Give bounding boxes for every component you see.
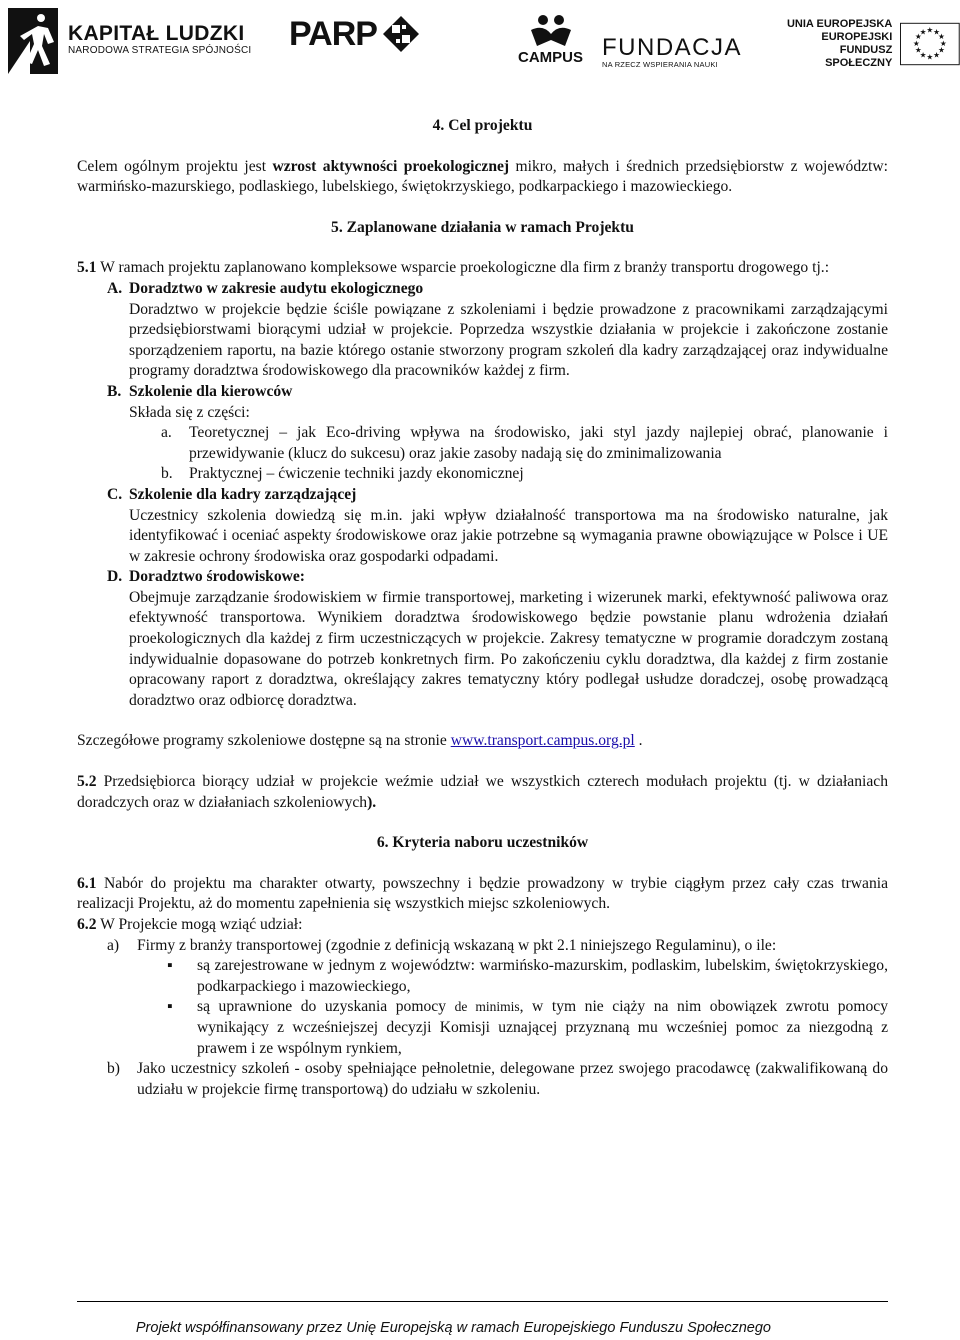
- section-6-heading: 6. Kryteria naboru uczestników: [376, 834, 589, 852]
- item-b-a: [161, 423, 888, 464]
- item-b-a-text: Teoretycznej – jak Eco-driving wpływa na środowisko, jaki styl jazdy najlepiej obrać, planowanie i przewidywanie (klucz do sukcesu) oraz jakie zasoby nadają się do zminimalizowania: [189, 424, 888, 462]
- footer-text: Projekt współfinansowany przez Unię Europejską w ramach Europejskiego Funduszu Społecznego: [135, 1320, 771, 1336]
- criteria-a-label: a): [107, 936, 120, 954]
- criteria-b: [107, 1059, 888, 1100]
- item-a: [107, 279, 888, 382]
- item-c-label: C.: [107, 485, 123, 503]
- criteria-b-label: b): [107, 1060, 120, 1078]
- item-d-title: Doradztwo środowiskowe:: [129, 568, 306, 586]
- item-a-title: Doradztwo w zakresie audytu ekologicznego: [129, 279, 424, 297]
- svg-text:★: ★: [913, 38, 921, 48]
- item-a-label: A.: [107, 279, 123, 297]
- square-bullet-icon: ▪: [167, 957, 173, 975]
- svg-text:★: ★: [938, 32, 946, 42]
- kapital-ludzki-logo: [8, 4, 251, 76]
- item-b-title: Szkolenie dla kierowców: [129, 382, 293, 400]
- kapital-ludzki-emblem-icon: [8, 4, 58, 76]
- item-b: [107, 382, 888, 485]
- parp-emblem-icon: [383, 16, 419, 52]
- section-6-2-paragraph: 6.2 W Projekcie mogą wziąć udział:: [77, 916, 303, 933]
- svg-text:★: ★: [915, 45, 923, 55]
- campus-title: CAMPUS: [518, 49, 584, 66]
- fundacja-logo: [602, 36, 742, 69]
- ue-efs-logo: [774, 18, 960, 70]
- ue-line3: FUNDUSZ SPOŁECZNY: [825, 44, 893, 69]
- kapital-ludzki-subtitle: NARODOWA STRATEGIA SPÓJNOŚCI: [68, 45, 252, 56]
- section-4-paragraph: Celem ogólnym projektu jest wzrost aktywności proekologicznej mikro, małych i średnich przedsiębiorstw z województw: warmińsko-mazurskiego, podlaskiego, lubelskiego, świętokrzyskiego, podkarpackiego i mazowieckiego.: [77, 157, 888, 196]
- svg-text:★: ★: [933, 27, 941, 37]
- footer-divider: [77, 1301, 888, 1302]
- campus-emblem-icon: [521, 14, 581, 48]
- parp-logo: [289, 16, 419, 52]
- svg-text:★: ★: [938, 45, 946, 55]
- section-5-2-paragraph: 5.2 Przedsiębiorca biorący udział w projekcie weźmie udział we wszystkich czterech modułach projektu (tj. w działaniach doradczych oraz w działaniach szkoleniowych).: [77, 773, 888, 811]
- criteria-bullet-2-text: są uprawnione do uzyskania pomocy de minimis, w tym nie ciąży na nim obowiązek zwrotu pomocy wynikający z wcześniejszej decyzji Komisji uznającej przyznaną mu wcześniej pomoc za niezgodną z prawem i ze wspólnym rynkiem,: [197, 998, 889, 1057]
- svg-text:★: ★: [919, 27, 927, 37]
- criteria-b-text: Jako uczestnicy szkoleń - osoby spełniające pełnoletnie, delegowane przez swojego pracodawcę (zakwalifikowaną do udziału w projekcie firmę transportową) do udziału w szkoleniu.: [137, 1060, 888, 1098]
- item-b-b: [161, 464, 888, 485]
- eu-flag-icon: [900, 22, 960, 66]
- document-body: [77, 116, 888, 1100]
- svg-text:★: ★: [919, 50, 927, 60]
- criteria-a: [107, 936, 888, 1060]
- item-b-b-label: b.: [161, 465, 173, 483]
- logo-bar: [0, 0, 960, 90]
- criteria-bullet-1-text: są zarejestrowane w jednym z województw: warmińsko-mazurskim, podlaskim, lubelskim, świętokrzyskiego, podkarpackiego i mazowieckiego,: [197, 957, 888, 995]
- item-d-label: D.: [107, 568, 123, 586]
- fundacja-subtitle: NA RZECZ WSPIERANIA NAUKI: [602, 60, 718, 69]
- criteria-bullet-2: [167, 997, 888, 1059]
- square-bullet-icon: ▪: [167, 998, 173, 1016]
- item-b-a-label: a.: [161, 424, 172, 442]
- section-4-heading: 4. Cel projektu: [432, 117, 533, 134]
- item-d-text: Obejmuje zarządzanie środowiskiem w firmie transportowej, marketing i wizerunek marki, efektywność paliwowa oraz efektywność transportowa. Wynikiem doradztwa środowiskowego będzie powstanie planu wdrożenia działań proekologicznych dla każdej z firm uczestniczących w projekcie. Zakresy tematyczne w programie doradczym zostaną indywidualnie dopasowane do potrzeb konkretnych firm. Po zakończeniu cyklu doradztwa, dla każdej z firm zostanie opracowany raport z doradztwa, określający zakres tematyczny który podlegał usłudze doradczej, osobę prowadzącą doradztwo oraz odbiorcę doradztwa.: [129, 588, 888, 709]
- kapital-ludzki-title: KAPITAŁ LUDZKI: [68, 22, 245, 45]
- programs-paragraph: Szczegółowe programy szkoleniowe dostępne są na stronie www.transport.campus.org.pl .: [77, 732, 643, 750]
- item-c: [107, 485, 888, 567]
- item-c-title: Szkolenie dla kadry zarządzającej: [129, 485, 357, 503]
- campus-logo: [518, 14, 583, 69]
- ue-line2: EUROPEJSKI: [821, 31, 893, 43]
- item-b-label: B.: [107, 382, 122, 400]
- item-b-intro: Składa się z części:: [129, 403, 250, 421]
- fundacja-title: FUNDACJA: [602, 34, 743, 61]
- parp-title: PARP: [289, 14, 377, 53]
- svg-text:★: ★: [926, 25, 934, 35]
- svg-text:★: ★: [926, 52, 934, 62]
- ue-line1: UNIA EUROPEJSKA: [786, 18, 893, 30]
- svg-text:★: ★: [940, 38, 948, 48]
- svg-text:★: ★: [933, 50, 941, 60]
- criteria-a-text: Firmy z branży transportowej (zgodnie z definicją wskazaną w pkt 2.1 niniejszego Regulaminu), o ile:: [137, 936, 777, 954]
- section-5-heading: 5. Zaplanowane działania w ramach Projektu: [331, 218, 634, 236]
- item-a-text: Doradztwo w projekcie będzie ściśle powiązane z szkoleniami i będzie prowadzone z pracownikami zarządzającymi przedsiębiorstwami biorącymi udział w projekcie. Poprzedza wszystkie działania w projekcie i zakończone zostanie sporządzeniem raportu, na bazie którego ostanie stworzony program szkoleń dla kadry zarządzającej oraz indywidualne programy doradztwa środowiskowego dla pracowników każdej z firm.: [129, 300, 888, 380]
- section-6-1-paragraph: 6.1 Nabór do projektu ma charakter otwarty, powszechny i będzie prowadzony w trybie ciągłym przez cały czas trwania realizacji Projektu, aż do momentu zapełnienia się wszystkich miejsc szkoleniowych.: [77, 874, 888, 913]
- item-c-text: Uczestnicy szkolenia dowiedzą się m.in. jaki wpływ działalność transportowa ma na środowisko naturalne, jak identyfikować i oceniać aspekty środowiskowe oraz jakie potrzebne są wymagania prawne obowiązujące w Polsce i UE w zakresie ochrony środowiska oraz gospodarki odpadami.: [129, 506, 888, 565]
- programs-link[interactable]: www.transport.campus.org.pl: [450, 732, 635, 750]
- section-5-1-paragraph: 5.1 W ramach projektu zaplanowano kompleksowe wsparcie proekologiczne dla firm z branży transportu drogowego tj.:: [77, 259, 830, 277]
- svg-text:★: ★: [915, 32, 923, 42]
- item-b-b-text: Praktycznej – ćwiczenie techniki jazdy ekonomicznej: [189, 465, 524, 483]
- item-d: [107, 567, 888, 711]
- criteria-bullet-1: [167, 956, 888, 997]
